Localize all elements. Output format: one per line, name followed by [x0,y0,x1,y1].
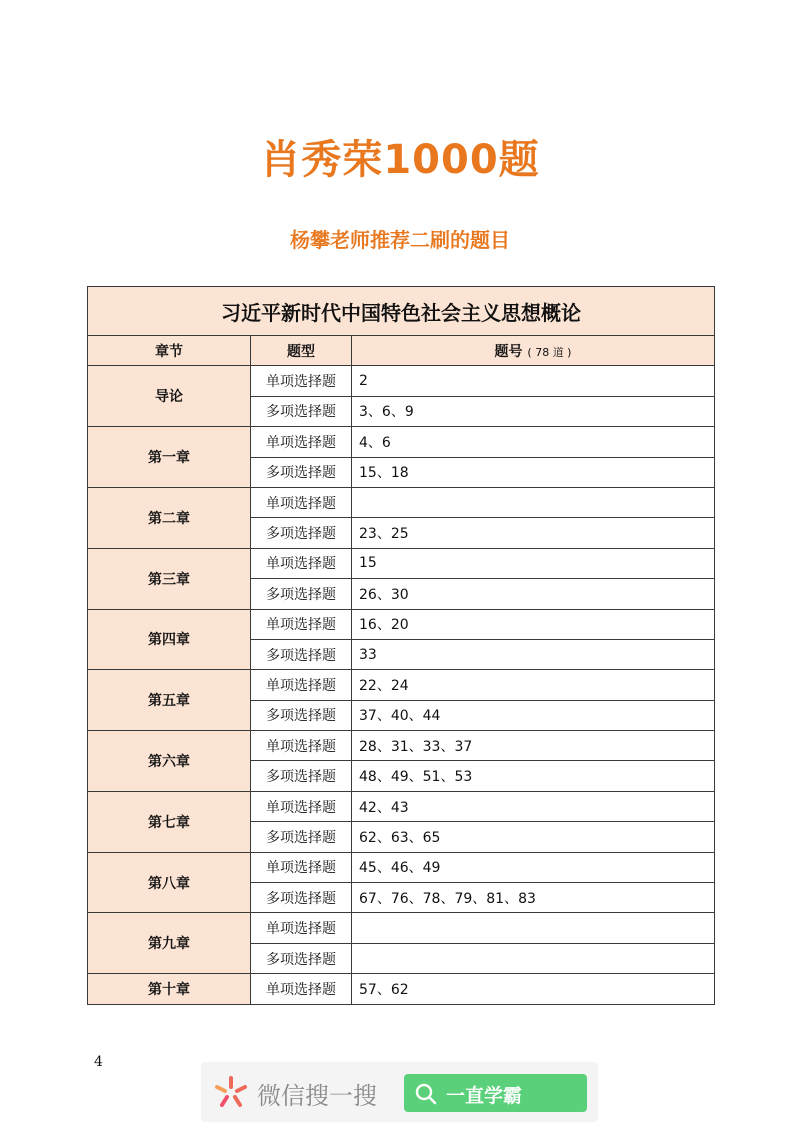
question-type-cell: 多项选择题 [251,396,352,426]
question-numbers-cell: 26、30 [352,579,715,609]
chapter-cell: 第十章 [88,974,251,1004]
question-numbers-cell: 62、63、65 [352,822,715,852]
column-header-numbers-count: ( 78 道 ) [527,345,572,359]
table-row [88,974,715,1004]
question-numbers-cell: 37、40、44 [352,700,715,730]
chapter-cell: 第六章 [88,731,251,792]
question-type-cell: 单项选择题 [251,548,352,578]
document-subtitle: 杨攀老师推荐二刷的题目 [290,228,510,252]
chapter-cell: 第九章 [88,913,251,974]
table-row [88,670,715,700]
question-type-cell: 单项选择题 [251,852,352,882]
document-title: 肖秀荣1000题 [260,137,540,183]
table-header-row [88,336,715,366]
chapter-cell: 第三章 [88,548,251,609]
chapter-cell: 第八章 [88,852,251,913]
question-table [87,286,715,1005]
watermark-search-text: 一直学霸 [446,1085,523,1107]
question-type-cell: 单项选择题 [251,913,352,943]
question-type-cell: 多项选择题 [251,822,352,852]
question-numbers-cell: 57、62 [352,974,715,1004]
table-body [88,366,715,1004]
chapter-cell: 导论 [88,366,251,427]
question-numbers-cell: 15、18 [352,457,715,487]
table-row [88,852,715,882]
table-row [88,791,715,821]
search-icon [414,1082,438,1106]
question-numbers-cell: 2 [352,366,715,396]
question-type-cell: 单项选择题 [251,791,352,821]
question-numbers-cell: 4、6 [352,427,715,457]
table-row [88,913,715,943]
question-numbers-cell: 28、31、33、37 [352,731,715,761]
question-type-cell: 多项选择题 [251,579,352,609]
question-numbers-cell [352,913,715,943]
question-numbers-cell: 45、46、49 [352,852,715,882]
chapter-cell: 第五章 [88,670,251,731]
wechat-search-watermark [201,1062,598,1122]
chapter-cell: 第七章 [88,791,251,852]
chapter-cell: 第一章 [88,427,251,488]
question-type-cell: 多项选择题 [251,518,352,548]
question-numbers-cell: 22、24 [352,670,715,700]
wechat-search-logo-icon [213,1074,249,1110]
watermark-search-box [404,1074,587,1112]
column-header-chapter: 章节 [88,336,251,366]
question-numbers-cell: 23、25 [352,518,715,548]
question-numbers-cell [352,487,715,517]
column-header-type: 题型 [251,336,352,366]
question-type-cell: 单项选择题 [251,974,352,1004]
question-numbers-cell: 16、20 [352,609,715,639]
question-numbers-cell: 48、49、51、53 [352,761,715,791]
question-type-cell: 多项选择题 [251,943,352,973]
question-type-cell: 单项选择题 [251,487,352,517]
question-type-cell: 多项选择题 [251,700,352,730]
question-numbers-cell: 33 [352,639,715,669]
question-type-cell: 单项选择题 [251,731,352,761]
table-row [88,731,715,761]
table-row [88,548,715,578]
question-numbers-cell: 67、76、78、79、81、83 [352,883,715,913]
chapter-cell: 第四章 [88,609,251,670]
question-type-cell: 多项选择题 [251,639,352,669]
column-header-numbers-label: 题号 [494,343,523,360]
table-caption: 习近平新时代中国特色社会主义思想概论 [88,287,715,336]
page-number: 4 [94,1054,103,1070]
question-numbers-cell: 3、6、9 [352,396,715,426]
column-header-numbers [352,336,715,366]
question-type-cell: 单项选择题 [251,670,352,700]
table-caption-row [88,287,715,336]
question-numbers-cell [352,943,715,973]
table-row [88,487,715,517]
question-type-cell: 多项选择题 [251,761,352,791]
table-row [88,609,715,639]
table-row [88,366,715,396]
question-numbers-cell: 15 [352,548,715,578]
table-row [88,427,715,457]
question-type-cell: 多项选择题 [251,457,352,487]
watermark-label: 微信搜一搜 [257,1082,377,1110]
question-type-cell: 单项选择题 [251,366,352,396]
question-type-cell: 多项选择题 [251,883,352,913]
question-type-cell: 单项选择题 [251,427,352,457]
question-numbers-cell: 42、43 [352,791,715,821]
chapter-cell: 第二章 [88,487,251,548]
question-type-cell: 单项选择题 [251,609,352,639]
